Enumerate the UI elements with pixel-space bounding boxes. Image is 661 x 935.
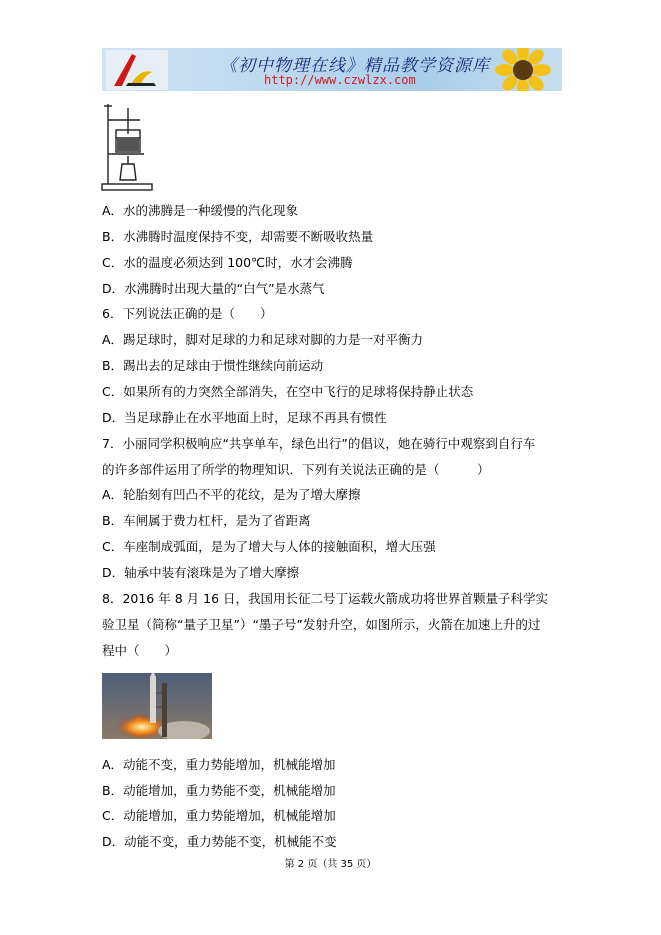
option-text: D．当足球静止在水平地面上时，足球不再具有惯性	[102, 410, 387, 425]
banner-title: 《初中物理在线》精品教学资源库	[220, 56, 490, 76]
option-text: D．动能不变，重力势能不变，机械能不变	[102, 834, 337, 849]
boiling-apparatus-figure	[100, 100, 156, 192]
question-text: 8．2016 年 8 月 16 日，我国用长征二号丁运载火箭成功将世界首颗量子科学实	[102, 591, 548, 606]
option-text: A．水的沸腾是一种缓慢的汽化现象	[102, 203, 299, 218]
sunflower-icon	[492, 48, 554, 91]
option-text: B．动能增加，重力势能不变，机械能增加	[102, 783, 336, 798]
option-text: D．轴承中装有滚珠是为了增大摩擦	[102, 565, 300, 580]
option-text: B．车闸属于费力杠杆，是为了省距离	[102, 513, 311, 528]
option-text: D．水沸腾时出现大量的“白气”是水蒸气	[102, 281, 325, 296]
option-text: A．踢足球时，脚对足球的力和足球对脚的力是一对平衡力	[102, 332, 424, 347]
question-text: 6．下列说法正确的是（ ）	[102, 306, 273, 321]
option-text: B．水沸腾时温度保持不变，却需要不断吸收热量	[102, 229, 374, 244]
option-text: C．如果所有的力突然全部消失，在空中飞行的足球将保持静止状态	[102, 384, 474, 399]
page-number: 第 2 页（共 35 页）	[284, 859, 377, 870]
option-text: C．水的温度必须达到 100℃时，水才会沸腾	[102, 255, 353, 270]
question-text: 的许多部件运用了所学的物理知识．下列有关说法正确的是（ ）	[102, 462, 490, 477]
option-text: C．车座制成弧面，是为了增大与人体的接触面积，增大压强	[102, 539, 436, 554]
site-logo	[106, 50, 168, 90]
question-text: 程中（ ）	[102, 643, 178, 658]
option-text: A．轮胎刻有凹凸不平的花纹，是为了增大摩擦	[102, 487, 361, 502]
option-text: C．动能增加，重力势能增加，机械能增加	[102, 808, 336, 823]
header-banner	[102, 48, 562, 91]
question-text: 验卫星（简称“量子卫星”）“墨子号”发射升空，如图所示，火箭在加速上升的过	[102, 617, 541, 632]
option-text: A．动能不变，重力势能增加，机械能增加	[102, 757, 336, 772]
option-text: B．踢出去的足球由于惯性继续向前运动	[102, 358, 324, 373]
banner-url[interactable]: http://www.czwlzx.com	[264, 73, 416, 87]
rocket-launch-photo	[102, 673, 212, 739]
question-text: 7．小丽同学积极响应“共享单车，绿色出行”的倡议，她在骑行中观察到自行车	[102, 436, 536, 451]
